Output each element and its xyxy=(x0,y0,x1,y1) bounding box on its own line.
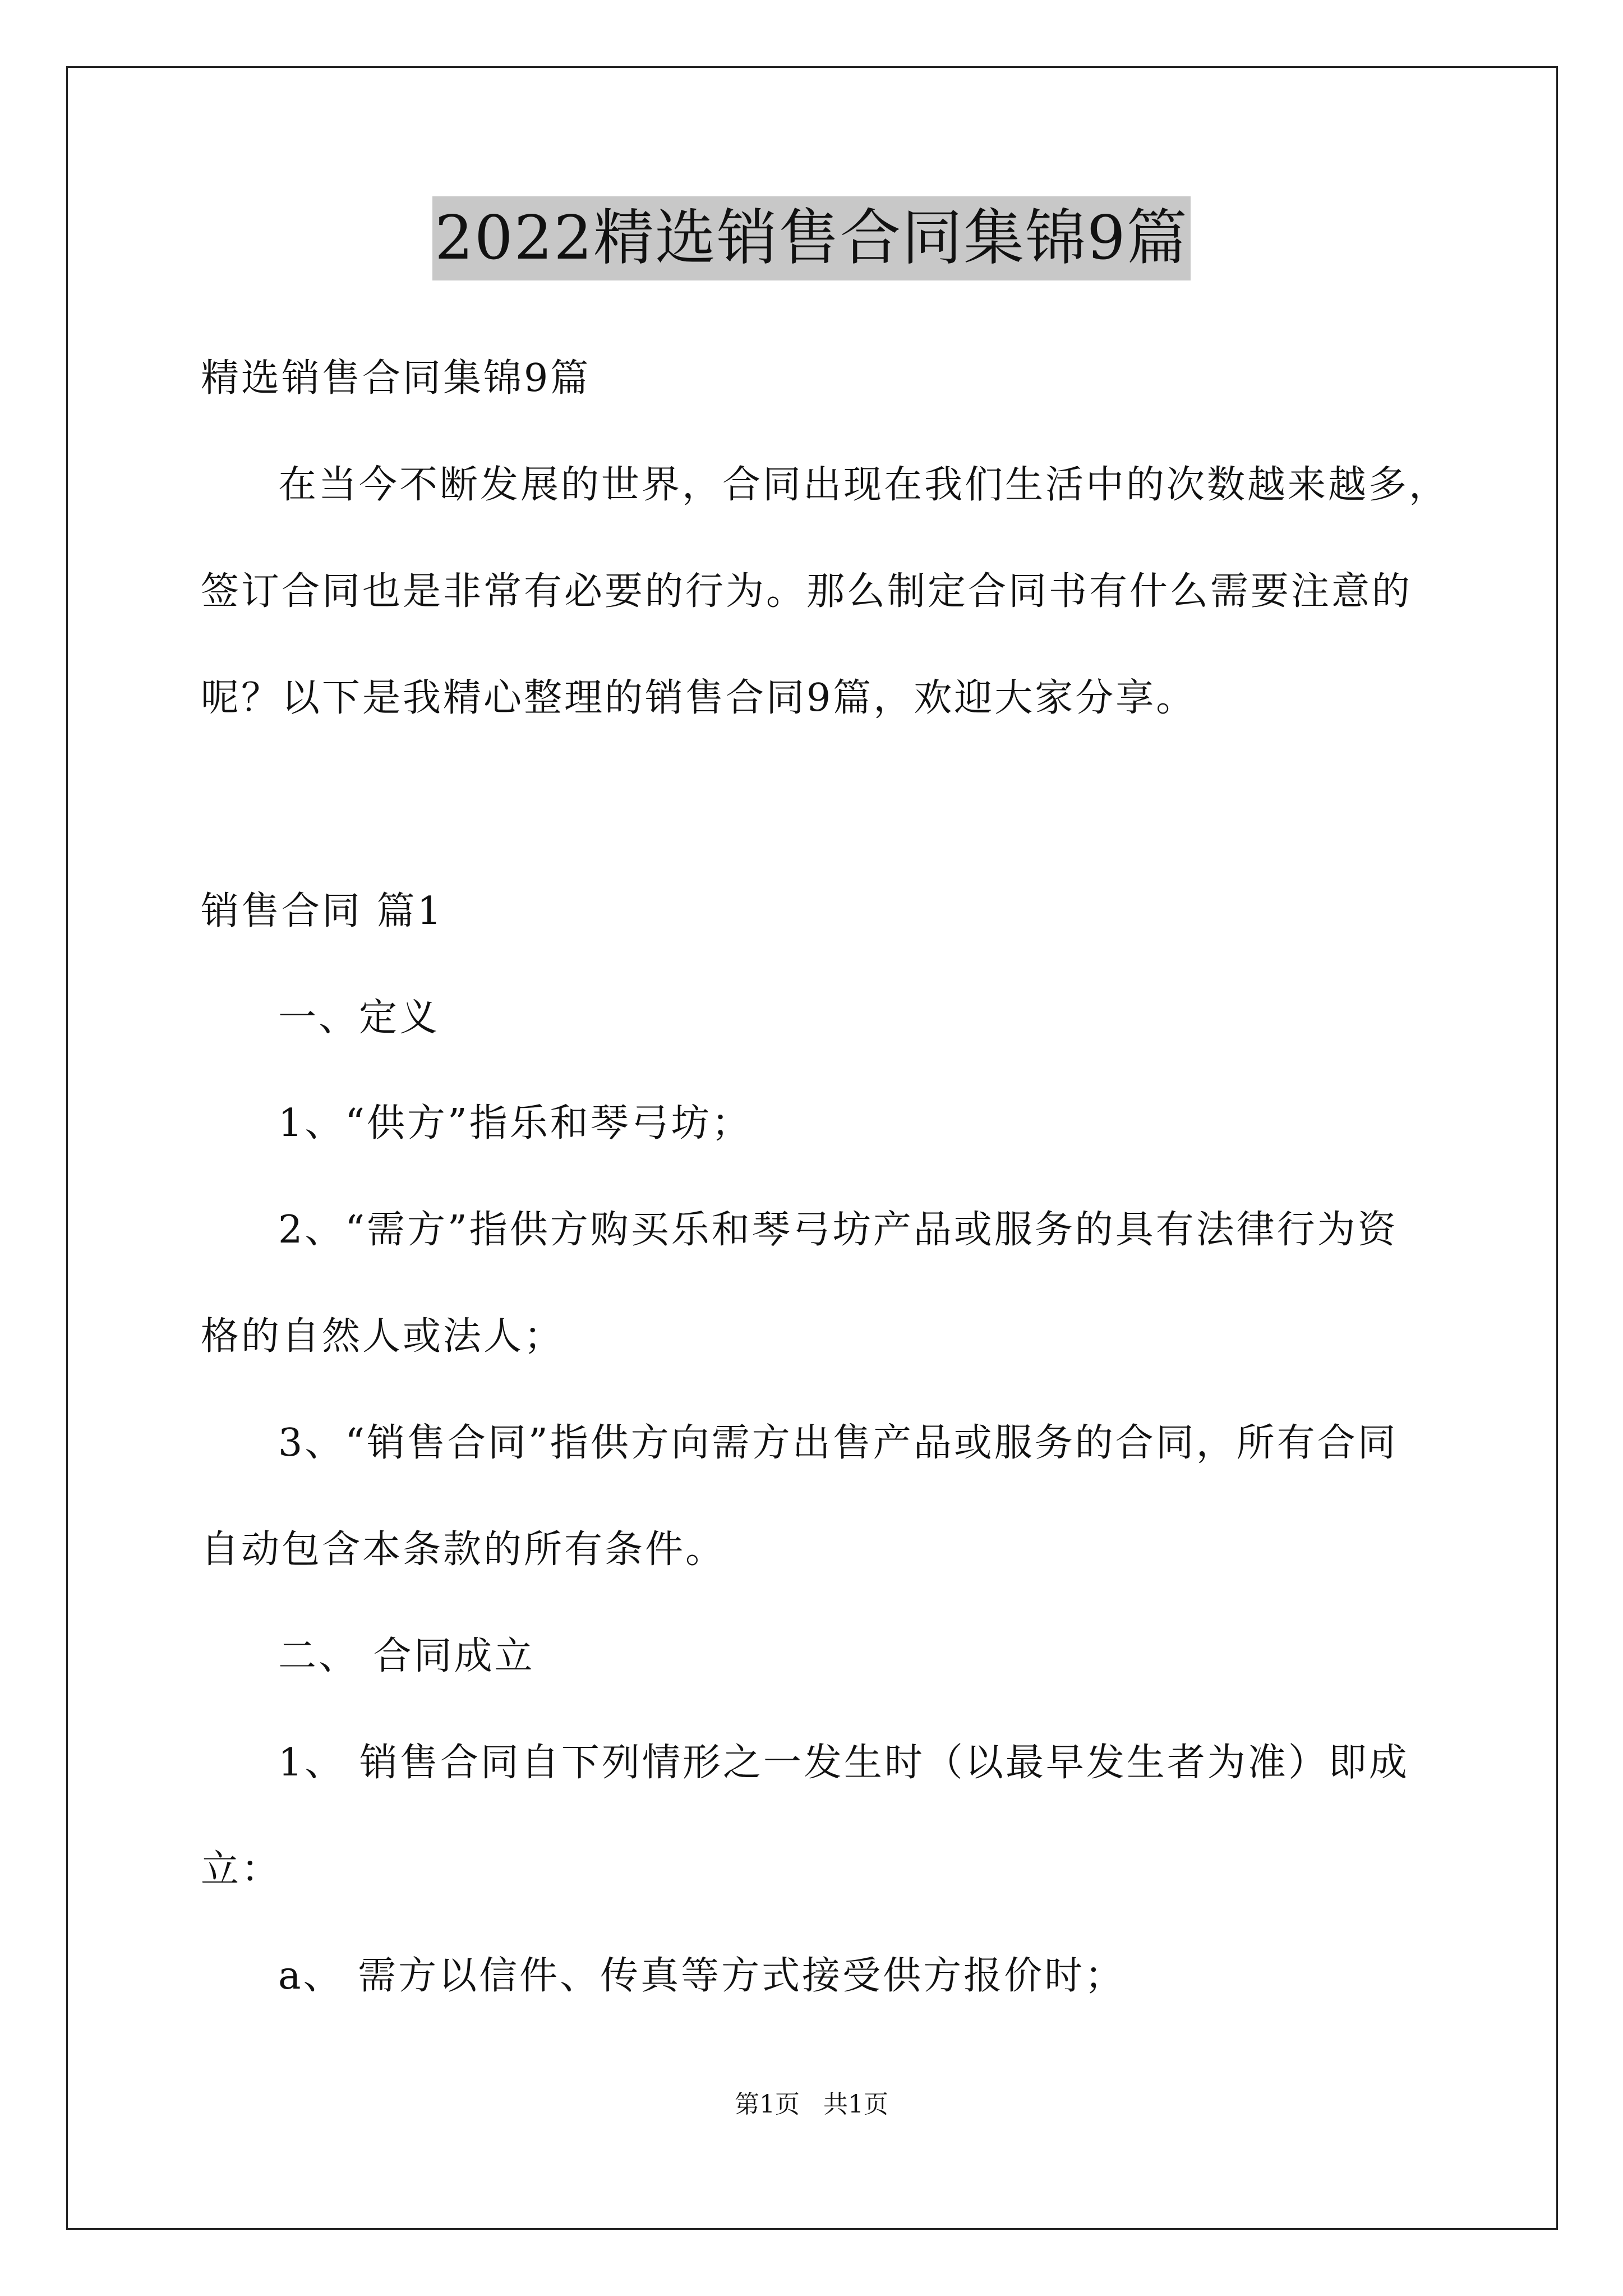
section-heading: 销售合同 篇1 xyxy=(201,889,444,933)
clause-line: 立： xyxy=(201,1847,282,1892)
intro-paragraph-line: 呢？以下是我精心整理的销售合同9篇，欢迎大家分享。 xyxy=(201,676,1197,720)
page-footer: 第1页 共1页 xyxy=(735,2090,888,2119)
intro-paragraph-line: 签订合同也是非常有必要的行为。那么制定合同书有什么需要注意的 xyxy=(201,569,1413,614)
clause-line: 1、 销售合同自下列情形之一发生时（以最早发生者为准）即成 xyxy=(278,1741,1409,1785)
intro-paragraph-line: 在当今不断发展的世界，合同出现在我们生活中的次数越来越多， xyxy=(278,463,1450,507)
clause-heading: 二、 合同成立 xyxy=(278,1634,535,1678)
clause-line: 2、“需方”指供方购买乐和琴弓坊产品或服务的具有法律行为资 xyxy=(278,1208,1398,1252)
clause-line: 格的自然人或法人； xyxy=(201,1314,565,1359)
clause-line: 1、“供方”指乐和琴弓坊； xyxy=(278,1101,752,1145)
clause-heading: 一、定义 xyxy=(278,996,440,1040)
document-subtitle: 精选销售合同集锦9篇 xyxy=(201,356,591,401)
title-container xyxy=(0,196,1623,280)
clause-line: a、 需方以信件、传真等方式接受供方报价时； xyxy=(278,1954,1126,1998)
clause-line: 自动包含本条款的所有条件。 xyxy=(201,1527,726,1572)
document-title: 2022精选销售合同集锦9篇 xyxy=(432,196,1191,280)
clause-line: 3、“销售合同”指供方向需方出售产品或服务的合同，所有合同 xyxy=(278,1421,1398,1465)
